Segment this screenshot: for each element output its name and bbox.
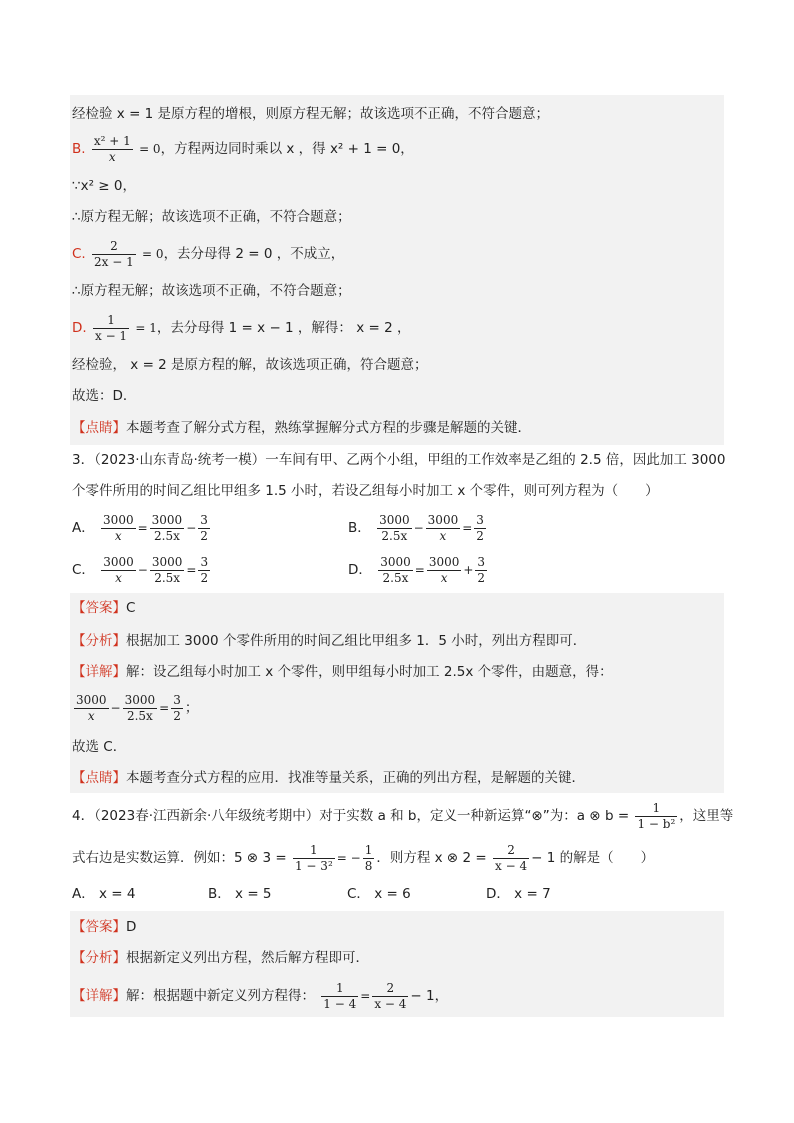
q3-answer-tag: 【答案】 xyxy=(72,600,126,616)
q3-detail xyxy=(72,662,613,682)
b-conclusion: ∴原方程无解；故该选项不正确，不符合题意； xyxy=(72,209,351,225)
q4-option-b[interactable]: B． x = 5 xyxy=(208,886,272,902)
q3-comment-tag: 【点睛】 xyxy=(72,770,126,786)
q3-analysis-tag: 【分析】 xyxy=(72,633,126,649)
q4-line2-text: 式右边是实数运算．例如：5 ⊗ 3 = xyxy=(72,850,287,866)
d-check: 经检验， x = 2 是原方程的解，故该选项正确，符合题意； xyxy=(72,357,428,373)
q4-answer-tag: 【答案】 xyxy=(72,919,126,935)
q3-option-d-label: D． xyxy=(348,562,372,578)
option-c-label: C. xyxy=(72,246,86,262)
option-b-label: B. xyxy=(72,141,86,157)
q4-option-c[interactable]: C． x = 6 xyxy=(347,886,411,902)
q3-option-a[interactable]: A． $\frac{3000}{x}$ = $\frac{3000}{2.5x}$ − $\frac{3}{2}$ xyxy=(72,512,208,543)
option-d-line xyxy=(72,311,410,345)
comment-text: 本题考查了解分式方程，熟练掌握解分式方程的步骤是解题的关键． xyxy=(126,420,531,436)
q4-answer-value: D xyxy=(126,919,137,935)
q3-detail-tag: 【详解】 xyxy=(72,664,126,680)
choice-2: 故选：D． xyxy=(72,388,137,404)
q3-equation: $\frac{3000}{x}$ − $\frac{3000}{2.5x}$ = $\frac{3}{2}$ ； xyxy=(76,692,199,723)
q4-analysis-text: 根据新定义列出方程，然后解方程即可． xyxy=(126,950,369,966)
q4-line1-tail: ，这里等 xyxy=(679,808,734,824)
q4-detail: 【详解】解：根据题中新定义列方程得： $\frac{1}{1 - 4}$ = $\frac{2}{x - 4}$ − 1， xyxy=(72,980,449,1011)
q4-option-a[interactable]: A． x = 4 xyxy=(72,886,136,902)
q3-option-b-label: B． xyxy=(348,520,371,536)
q4-analysis-tag: 【分析】 xyxy=(72,950,126,966)
q3-option-a-label: A． xyxy=(72,520,95,536)
q3-analysis-text: 根据加工 3000 个零件所用的时间乙组比甲组多 1．5 小时，列出方程即可． xyxy=(126,633,587,649)
q3-option-b[interactable]: B． $\frac{3000}{2.5x}$ − $\frac{3000}{x}$ = $\frac{3}{2}$ xyxy=(348,512,484,543)
q4-analysis xyxy=(72,948,369,968)
q3-option-c-label: C． xyxy=(72,562,95,578)
c-conclusion: ∴原方程无解；故该选项不正确，不符合题意； xyxy=(72,283,351,299)
q4-line1-text: 4．（2023春·江西新余·八年级统考期中）对于实数 a 和 b，定义一种新运算“⊗”为：a ⊗ b = xyxy=(72,808,630,824)
option-c-eq: = 0 xyxy=(142,247,164,261)
because-line: ∵x² ≥ 0， xyxy=(72,178,136,194)
q3-line1: 3．（2023·山东青岛·统考一模）一车间有甲、乙两个小组，甲组的工作效率是乙组的 2.5 倍，因此加工 3000 xyxy=(72,452,726,468)
option-c-text: ，去分母得 2 = 0 ，不成立， xyxy=(163,246,345,262)
q4-detail-text: 解：根据题中新定义列方程得： xyxy=(126,988,315,1004)
q4-line2: 式右边是实数运算．例如：5 ⊗ 3 = $\frac{1}{\text{1 − 3²}}$ = − $\frac{1}{8}$ ．则方程 x ⊗ 2 = $\frac{2}{x - 4}$ − 1 的解是（ ） xyxy=(72,842,655,873)
option-d-text: ，去分母得 1 = x − 1 ，解得： x = 2 ， xyxy=(156,320,411,336)
option-b-fraction: $\frac{\text{x² + 1}}{x}$ xyxy=(93,133,131,164)
comment-2 xyxy=(72,418,531,438)
q4-answer xyxy=(72,917,136,937)
option-b-text: ，方程两边同时乘以 x ，得 x² + 1 = 0， xyxy=(160,141,414,157)
q4-option-d[interactable]: D． x = 7 xyxy=(486,886,551,902)
q3-option-d[interactable]: D． $\frac{3000}{2.5x}$ = $\frac{3000}{x}$ + $\frac{3}{2}$ xyxy=(348,554,486,585)
option-b-line xyxy=(72,132,414,166)
q3-choice: 故选 C． xyxy=(72,739,127,755)
option-d-fraction: $\frac{1}{x - 1}$ xyxy=(94,312,128,343)
comment-tag: 【点睛】 xyxy=(72,420,126,436)
option-c-fraction: $\frac{2}{2x - 1}$ xyxy=(94,238,134,269)
option-b-eq: = 0 xyxy=(139,142,161,156)
option-c-line xyxy=(72,237,344,271)
q3-detail-text: 解：设乙组每小时加工 x 个零件，则甲组每小时加工 2.5x 个零件，由题意，得： xyxy=(126,664,613,680)
q3-comment xyxy=(72,768,585,788)
q3-line2: 个零件所用的时间乙组比甲组多 1.5 小时，若设乙组每小时加工 x 个零件，则可列方程为（ ） xyxy=(72,483,659,499)
q3-option-c[interactable]: C． $\frac{3000}{x}$ − $\frac{3000}{2.5x}$ = $\frac{3}{2}$ xyxy=(72,554,209,585)
option-d-eq: = 1 xyxy=(135,321,157,335)
q3-answer-value: C xyxy=(126,600,136,616)
q4-line1: 4．（2023春·江西新余·八年级统考期中）对于实数 a 和 b，定义一种新运算“⊗”为：a ⊗ b = $\frac{1}{\text{1 − b²}}$ ，这里等 xyxy=(72,800,734,831)
q3-analysis xyxy=(72,631,586,651)
q3-comment-text: 本题考查分式方程的应用．找准等量关系，正确的列出方程，是解题的关键． xyxy=(126,770,585,786)
q4-detail-tag: 【详解】 xyxy=(72,988,126,1004)
check-a-line: 经检验 x = 1 是原方程的增根，则原方程无解；故该选项不正确，不符合题意； xyxy=(72,106,550,122)
option-d-label: D. xyxy=(72,320,87,336)
q3-answer xyxy=(72,598,135,618)
